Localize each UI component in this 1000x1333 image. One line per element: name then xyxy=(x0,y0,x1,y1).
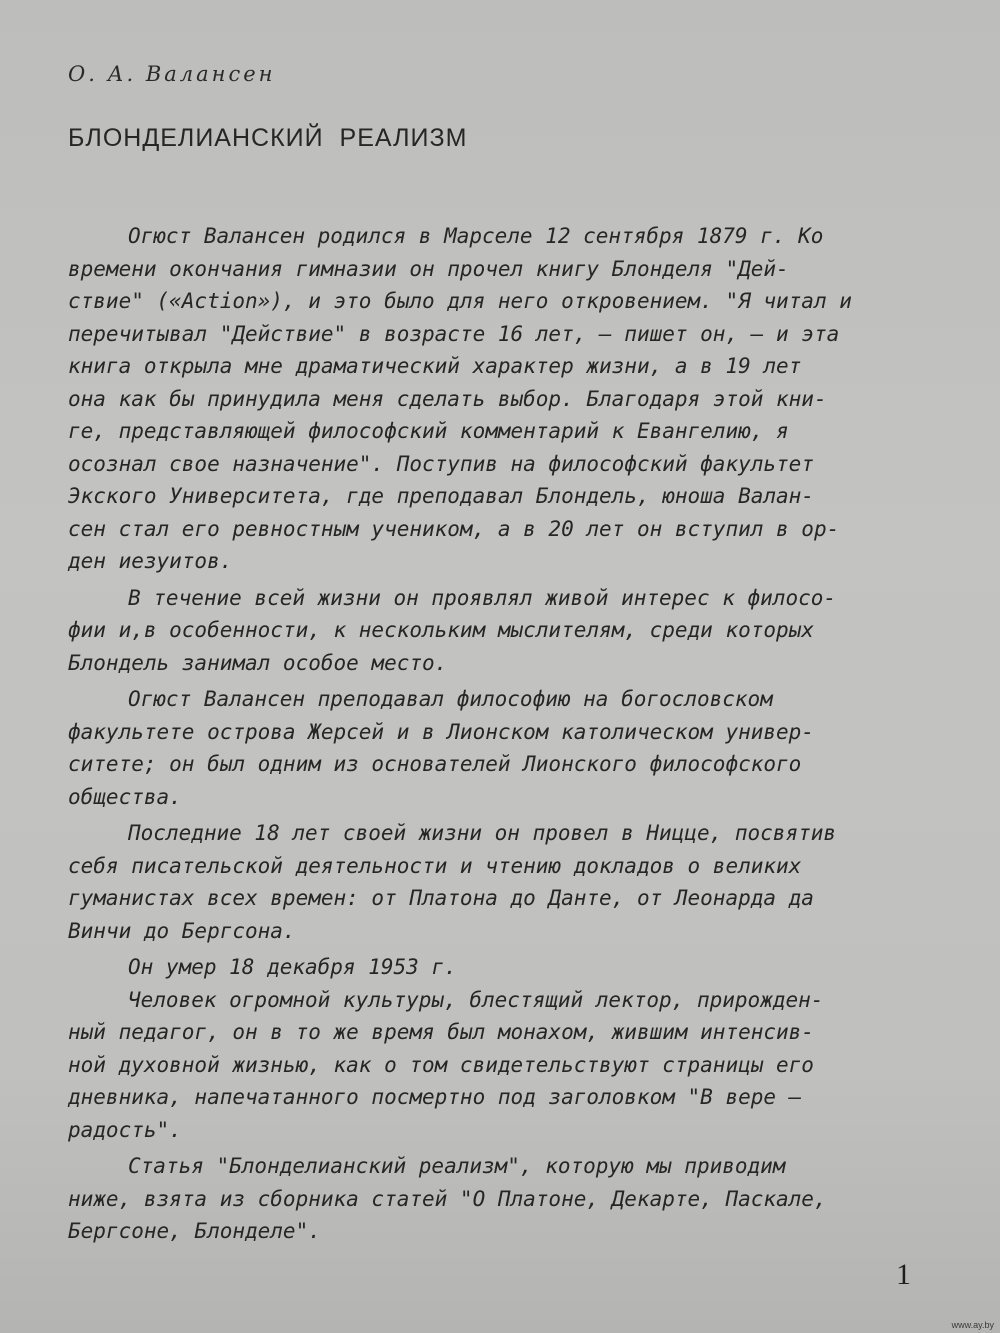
text-line: Винчи до Бергсона. xyxy=(68,918,296,943)
text-line: Огюст Валансен родился в Марселе 12 сентября 1879 г. Ко xyxy=(128,224,824,248)
text-line: ден иезуитов. xyxy=(68,549,233,573)
article-body xyxy=(68,220,928,1248)
text-line: Последние 18 лет своей жизни он провел в Ницце, посвятив xyxy=(128,821,837,845)
text-line: себя писательской деятельности и чтению докладов о великих xyxy=(68,853,802,878)
text-line: дневника, напечатанного посмертно под заголовком "В вере – xyxy=(68,1085,802,1109)
text-line: Статья "Блонделианский реализм", которую мы приводим xyxy=(128,1154,786,1178)
text-line: Экского Университета, где преподавал Блондель, юноша Валан- xyxy=(68,484,814,508)
article-title: БЛОНДЕЛИАНСКИЙ РЕАЛИЗМ xyxy=(68,124,468,152)
watermark: www.ay.by xyxy=(951,1320,994,1330)
text-line: гуманистах всех времен: от Платона до Данте, от Леонарда да xyxy=(68,886,814,910)
article-author: О. А. Валансен xyxy=(68,62,276,86)
text-line: В течение всей жизни он проявлял живой интерес к филосо- xyxy=(128,585,837,610)
text-line: ниже, взята из сборника статей "О Платоне, Декарте, Паскале, xyxy=(68,1186,827,1211)
text-line: факультете острова Жерсей и в Лионском католическом универ- xyxy=(68,719,814,744)
text-line: осознал свое назначение". Поступив на философский факультет xyxy=(68,451,814,476)
text-line: Человек огромной культуры, блестящий лектор, прирожден- xyxy=(128,987,824,1012)
text-line: ствие" («Action»), и это было для него откровением. "Я читал и xyxy=(68,289,852,313)
text-line: Огюст Валансен преподавал философию на богословском xyxy=(128,687,773,711)
text-line: ной духовной жизнью, как о том свидетельствуют страницы его xyxy=(68,1052,814,1077)
text-line: радость". xyxy=(68,1117,182,1142)
text-line: времени окончания гимназии он прочел книгу Блонделя "Дей- xyxy=(68,256,789,281)
text-line: Он умер 18 декабря 1953 г. xyxy=(128,955,457,979)
text-line: книга открыла мне драматический характер жизни, а в 19 лет xyxy=(68,354,802,378)
text-line: она как бы принудила меня сделать выбор. Благодаря этой кни- xyxy=(68,386,827,411)
text-line: сен стал его ревностным учеником, а в 20 лет он вступил в ор- xyxy=(68,516,840,541)
text-line: Блондель занимал особое место. xyxy=(68,650,448,675)
text-line: ный педагог, он в то же время был монахом, жившим интенсив- xyxy=(68,1020,814,1044)
text-line: общества. xyxy=(68,784,182,809)
text-line: перечитывал "Действие" в возрасте 16 лет, – пишет он, – и эта xyxy=(68,321,840,346)
text-line: ситете; он был одним из основателей Лионского философского xyxy=(68,752,802,776)
text-line: ге, представляющей философский комментарий к Евангелию, я xyxy=(68,419,789,443)
text-line: Бергсоне, Блонделе". xyxy=(68,1219,321,1243)
text-line: фии и,в особенности, к нескольким мыслителям, среди которых xyxy=(68,618,814,642)
page-number: 1 xyxy=(896,1258,911,1291)
